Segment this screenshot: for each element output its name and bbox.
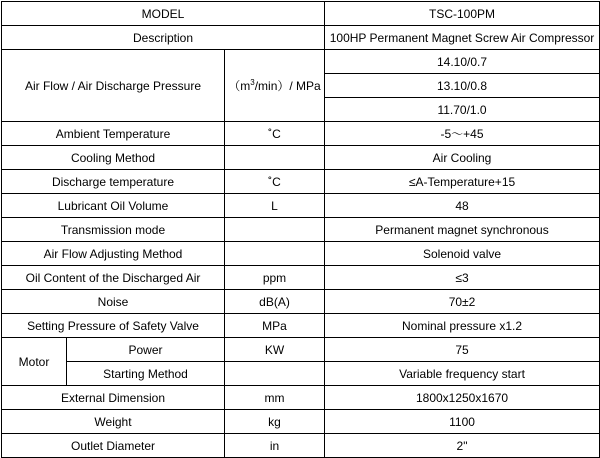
- table-row: [2, 242, 600, 266]
- description-label: Description: [2, 26, 325, 50]
- airflow-unit-open: （m: [228, 78, 251, 93]
- row-unit: [225, 242, 325, 266]
- row-label: Setting Pressure of Safety Valve: [2, 314, 225, 338]
- description-row: [2, 26, 600, 50]
- airflow-value-3: 11.70/1.0: [325, 98, 600, 122]
- row-value: Nominal pressure x1.2: [325, 314, 600, 338]
- row-value: 2": [325, 434, 600, 458]
- row-value: -5～+45: [325, 122, 600, 146]
- row-value: 70±2: [325, 290, 600, 314]
- row-unit: in: [225, 434, 325, 458]
- row-unit: L: [225, 194, 325, 218]
- airflow-label: Air Flow / Air Discharge Pressure: [2, 50, 225, 122]
- row-label: Outlet Diameter: [2, 434, 225, 458]
- row-value: Air Cooling: [325, 146, 600, 170]
- table-row: [2, 170, 600, 194]
- airflow-unit-close: /min）/ MPa: [254, 78, 321, 93]
- row-label: Noise: [2, 290, 225, 314]
- row-value: 48: [325, 194, 600, 218]
- table-row: [2, 218, 600, 242]
- airflow-row: [2, 50, 600, 74]
- motor-power-label: Power: [67, 338, 225, 362]
- row-label: Transmission mode: [2, 218, 225, 242]
- motor-power-unit: KW: [225, 338, 325, 362]
- row-label: Oil Content of the Discharged Air: [2, 266, 225, 290]
- airflow-value-2: 13.10/0.8: [325, 74, 600, 98]
- row-value: Permanent magnet synchronous: [325, 218, 600, 242]
- row-value: ≤3: [325, 266, 600, 290]
- row-label: Weight: [2, 410, 225, 434]
- motor-starting-label: Starting Method: [67, 362, 225, 386]
- row-unit: [225, 146, 325, 170]
- row-unit: [225, 218, 325, 242]
- row-label: Discharge temperature: [2, 170, 225, 194]
- table-row: [2, 290, 600, 314]
- table-row: [2, 146, 600, 170]
- row-value: 1800x1250x1670: [325, 386, 600, 410]
- row-unit: ˚C: [225, 170, 325, 194]
- model-value: TSC-100PM: [325, 2, 600, 26]
- airflow-unit: [225, 50, 325, 122]
- airflow-value-1: 14.10/0.7: [325, 50, 600, 74]
- motor-row: [2, 338, 600, 362]
- model-label: MODEL: [2, 2, 325, 26]
- table-row: [2, 386, 600, 410]
- description-value: 100HP Permanent Magnet Screw Air Compressor: [325, 26, 600, 50]
- row-label: External Dimension: [2, 386, 225, 410]
- airflow-unit-sup: 3: [250, 77, 255, 87]
- row-value: ≤A-Temperature+15: [325, 170, 600, 194]
- table-row: [2, 266, 600, 290]
- row-label: Ambient Temperature: [2, 122, 225, 146]
- row-value: 1100: [325, 410, 600, 434]
- model-row: [2, 2, 600, 26]
- row-unit: MPa: [225, 314, 325, 338]
- row-label: Lubricant Oil Volume: [2, 194, 225, 218]
- spec-table: [1, 1, 600, 458]
- row-unit: ppm: [225, 266, 325, 290]
- motor-power-value: 75: [325, 338, 600, 362]
- row-unit: dB(A): [225, 290, 325, 314]
- table-row: [2, 434, 600, 458]
- motor-label: Motor: [2, 338, 67, 386]
- row-label: Air Flow Adjusting Method: [2, 242, 225, 266]
- motor-starting-unit: [225, 362, 325, 386]
- row-value: Solenoid valve: [325, 242, 600, 266]
- row-unit: mm: [225, 386, 325, 410]
- row-unit: ˚C: [225, 122, 325, 146]
- table-row: [2, 410, 600, 434]
- motor-starting-value: Variable frequency start: [325, 362, 600, 386]
- table-row: [2, 194, 600, 218]
- table-row: [2, 122, 600, 146]
- table-row: [2, 314, 600, 338]
- motor-row: [2, 362, 600, 386]
- row-label: Cooling Method: [2, 146, 225, 170]
- row-unit: kg: [225, 410, 325, 434]
